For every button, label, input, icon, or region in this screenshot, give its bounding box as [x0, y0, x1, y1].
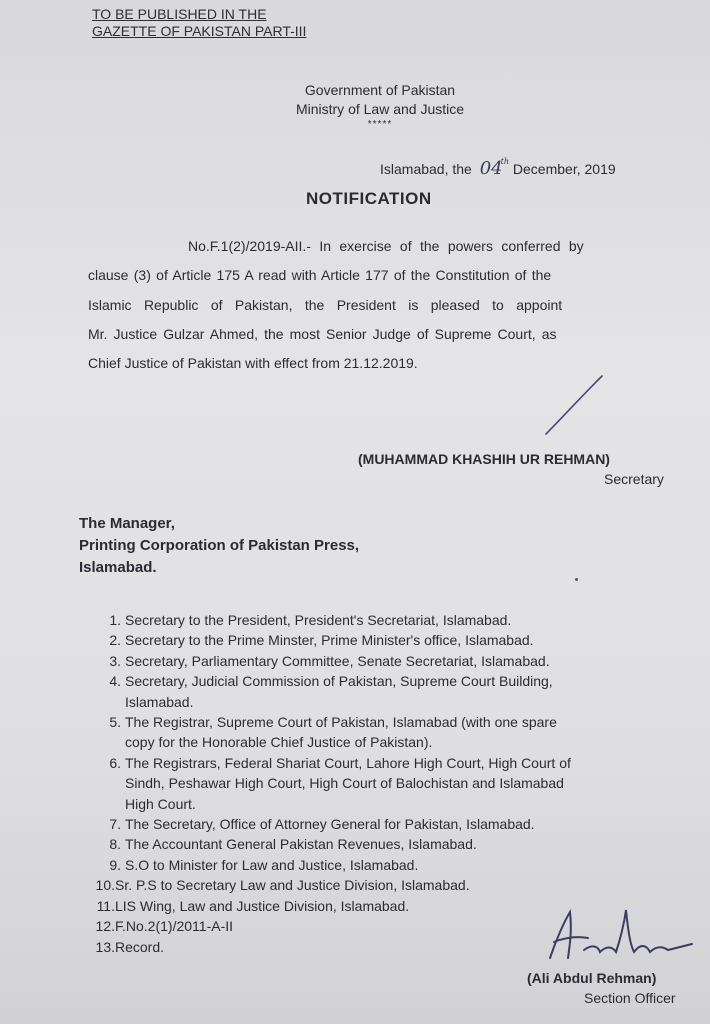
body-line: Islamic Republic of Pakistan, the President is pleased to appoint	[88, 296, 563, 313]
gazette-line-1: TO BE PUBLISHED IN THE	[92, 6, 267, 22]
distribution-item	[88, 855, 685, 875]
distribution-item	[88, 814, 685, 834]
distribution-item-line: Islamabad.	[125, 693, 194, 710]
distribution-item-line: The Registrars, Federal Shariat Court, Lahore High Court, High Court of	[125, 754, 571, 771]
body-line: clause (3) of Article 175 A read with Article 177 of the Constitution of the	[88, 267, 552, 284]
distribution-item	[88, 610, 685, 630]
distribution-item-text	[125, 610, 685, 630]
distribution-item-line: copy for the Honorable Chief Justice of Pakistan).	[125, 734, 433, 751]
distribution-item-text	[125, 651, 685, 671]
gazette-line-2: GAZETTE OF PAKISTAN PART-III	[92, 23, 307, 39]
distribution-item-line: Sindh, Peshawar High Court, High Court of Balochistan and Islamabad	[125, 775, 564, 792]
secretary-title: Secretary	[604, 471, 664, 487]
distribution-item-number: 10.	[95, 877, 115, 894]
body-line: Mr. Justice Gulzar Ahmed, the most Senior Judge of Supreme Court, as	[88, 325, 557, 342]
addressee-block	[79, 513, 359, 579]
distribution-item-line: High Court.	[125, 795, 196, 812]
distribution-item	[88, 671, 685, 712]
government-heading: Government of Pakistan	[304, 82, 456, 98]
distribution-item-text	[125, 630, 685, 650]
distribution-item-line: Record.	[115, 938, 165, 955]
distribution-item-text	[125, 814, 685, 834]
handwritten-day-suffix: th	[500, 157, 510, 166]
distribution-item-line: The Accountant General Pakistan Revenues, Islamabad.	[125, 836, 477, 853]
separator-stars: *****	[367, 119, 393, 130]
distribution-item	[88, 712, 685, 753]
distribution-item-text	[125, 671, 685, 712]
distribution-item-number: 5.	[109, 714, 121, 731]
section-officer-title: Section Officer	[584, 990, 676, 1006]
distribution-item-line: Secretary, Parliamentary Committee, Senate Secretariat, Islamabad.	[125, 652, 550, 669]
distribution-item-line: Secretary, Judicial Commission of Pakistan, Supreme Court Building,	[125, 673, 553, 690]
addressee-line: Printing Corporation of Pakistan Press,	[79, 537, 360, 554]
distribution-item-line: The Secretary, Office of Attorney General for Pakistan, Islamabad.	[125, 816, 535, 833]
secretary-name: (MUHAMMAD KHASHIH UR REHMAN)	[358, 451, 610, 467]
distribution-item-number: 9.	[109, 856, 121, 873]
distribution-item-number: 8.	[109, 836, 121, 853]
gazette-publication-note	[92, 6, 306, 40]
stray-mark	[575, 578, 578, 581]
distribution-item-line: LIS Wing, Law and Justice Division, Islamabad.	[115, 897, 410, 914]
distribution-item-number: 13.	[95, 938, 115, 955]
handwritten-day: 04	[479, 158, 503, 179]
ministry-heading: Ministry of Law and Justice	[295, 101, 465, 117]
distribution-item	[88, 753, 685, 814]
distribution-item-number: 11.	[96, 897, 115, 914]
distribution-item-number: 6.	[109, 754, 121, 771]
body-line: No.F.1(2)/2019-AII.- In exercise of the powers conferred by	[188, 238, 584, 254]
distribution-item	[88, 875, 685, 895]
dateline	[380, 157, 616, 179]
distribution-item-number: 3.	[109, 652, 121, 669]
distribution-item-number: 2.	[109, 632, 121, 649]
distribution-item-line: The Registrar, Supreme Court of Pakistan, Islamabad (with one spare	[125, 714, 557, 731]
distribution-item-number: 1.	[109, 612, 121, 628]
notification-title: NOTIFICATION	[306, 189, 432, 208]
signature-mark-icon	[540, 372, 610, 442]
distribution-item-text	[115, 875, 675, 895]
distribution-item-number: 12.	[95, 918, 115, 935]
distribution-item-line: Secretary to the President, President's Secretariat, Islamabad.	[125, 612, 512, 628]
distribution-item	[88, 651, 685, 671]
body-line: Chief Justice of Pakistan with effect from 21.12.2019.	[88, 355, 418, 372]
distribution-item-line: Secretary to the Prime Minster, Prime Minister's office, Islamabad.	[125, 632, 534, 649]
notification-body	[88, 232, 672, 378]
handwritten-signature-icon	[540, 900, 700, 972]
addressee-line: The Manager,	[79, 515, 175, 532]
section-officer-name: (Ali Abdul Rehman)	[527, 970, 657, 986]
distribution-item-number: 4.	[109, 673, 121, 690]
distribution-item-line: F.No.2(1)/2011-A-II	[115, 918, 234, 935]
distribution-item	[88, 630, 685, 650]
distribution-item-line: Sr. P.S to Secretary Law and Justice Division, Islamabad.	[115, 877, 470, 894]
distribution-item-text	[125, 753, 685, 814]
distribution-item-number: 7.	[109, 816, 121, 833]
distribution-item-line: S.O to Minister for Law and Justice, Islamabad.	[125, 856, 419, 873]
distribution-item-text	[125, 834, 685, 854]
distribution-item	[88, 834, 685, 854]
date-suffix: December, 2019	[512, 161, 616, 177]
distribution-item-text	[125, 855, 685, 875]
addressee-line: Islamabad.	[79, 559, 157, 576]
date-prefix: Islamabad, the	[380, 161, 472, 177]
distribution-item-text	[125, 712, 685, 753]
